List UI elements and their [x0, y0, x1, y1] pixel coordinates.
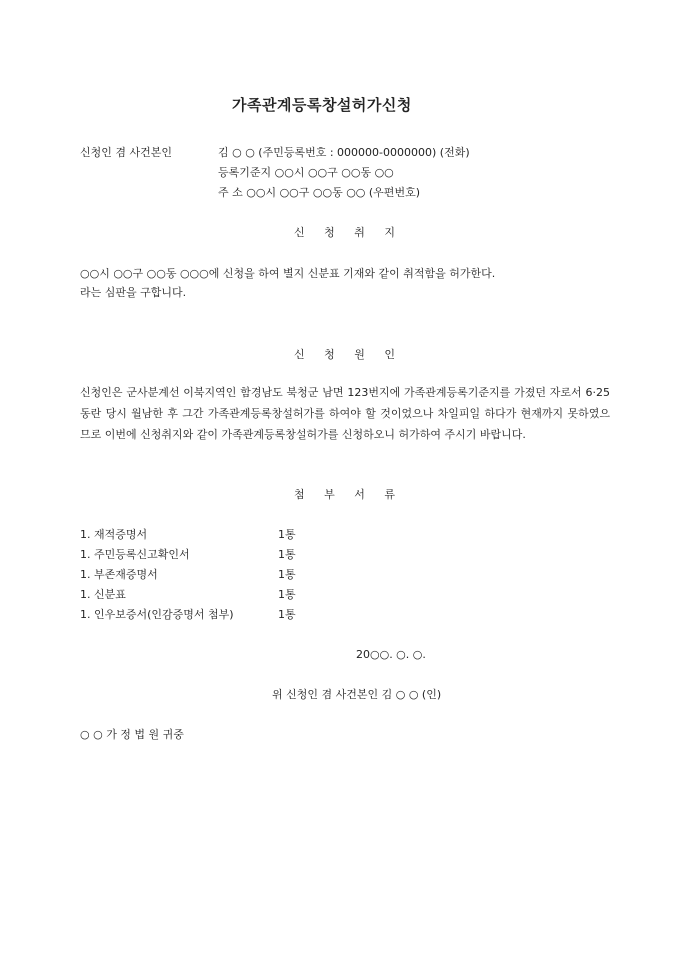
applicant-address-line: 주 소 ○○시 ○○구 ○○동 ○○ (우편번호): [218, 186, 420, 199]
court-addressee: ○ ○ 가 정 법 원 귀중: [80, 728, 184, 741]
attachment-count-1: 1통: [278, 528, 296, 541]
purpose-line-2: 라는 심판을 구합니다.: [80, 286, 187, 299]
attachment-count-3: 1통: [278, 568, 296, 581]
cause-paragraph: [80, 382, 610, 445]
cause-body: 신청인은 군사분계선 이북지역인 함경남도 북청군 남면 123번지에 가족관계등록기준지를 가졌던 자로서 6·25동란 당시 월남한 후 그간 가족관계등록창설허가를 하여야 할 것이었으나 차일피일 하다가 현재까지 못하였으므로 이번에 신청취지와 같이 가족관계등록창설허가를 신청하오니 허가하여 주시기 바랍니다.: [80, 386, 610, 441]
purpose-heading: 신 청 취 지: [294, 226, 403, 239]
purpose-paragraph: [80, 264, 610, 302]
document-date: 20○○. ○. ○.: [356, 648, 426, 661]
purpose-line-1: ○○시 ○○구 ○○동 ○○○에 신청을 하여 별지 신분표 기재와 같이 취적함을 허가한다.: [80, 267, 496, 280]
attachment-item-5: 1. 인우보증서(인감증명서 첨부): [80, 608, 234, 621]
applicant-label: 신청인 겸 사건본인: [80, 146, 173, 159]
attachment-item-3: 1. 부존재증명서: [80, 568, 158, 581]
signature-line: 위 신청인 겸 사건본인 김 ○ ○ (인): [272, 688, 442, 701]
attachment-item-1: 1. 재적증명서: [80, 528, 148, 541]
document-title: 가족관계등록창설허가신청: [232, 96, 412, 114]
attachment-count-4: 1통: [278, 588, 296, 601]
attachment-item-4: 1. 신분표: [80, 588, 126, 601]
applicant-name-line: 김 ○ ○ (주민등록번호 : 000000-0000000) (전화): [218, 146, 470, 159]
attachment-count-2: 1통: [278, 548, 296, 561]
applicant-registry-line: 등록기준지 ○○시 ○○구 ○○동 ○○: [218, 166, 394, 179]
attachments-heading: 첨 부 서 류: [294, 488, 403, 501]
attachment-count-5: 1통: [278, 608, 296, 621]
cause-heading: 신 청 원 인: [294, 348, 403, 361]
attachment-item-2: 1. 주민등록신고확인서: [80, 548, 190, 561]
